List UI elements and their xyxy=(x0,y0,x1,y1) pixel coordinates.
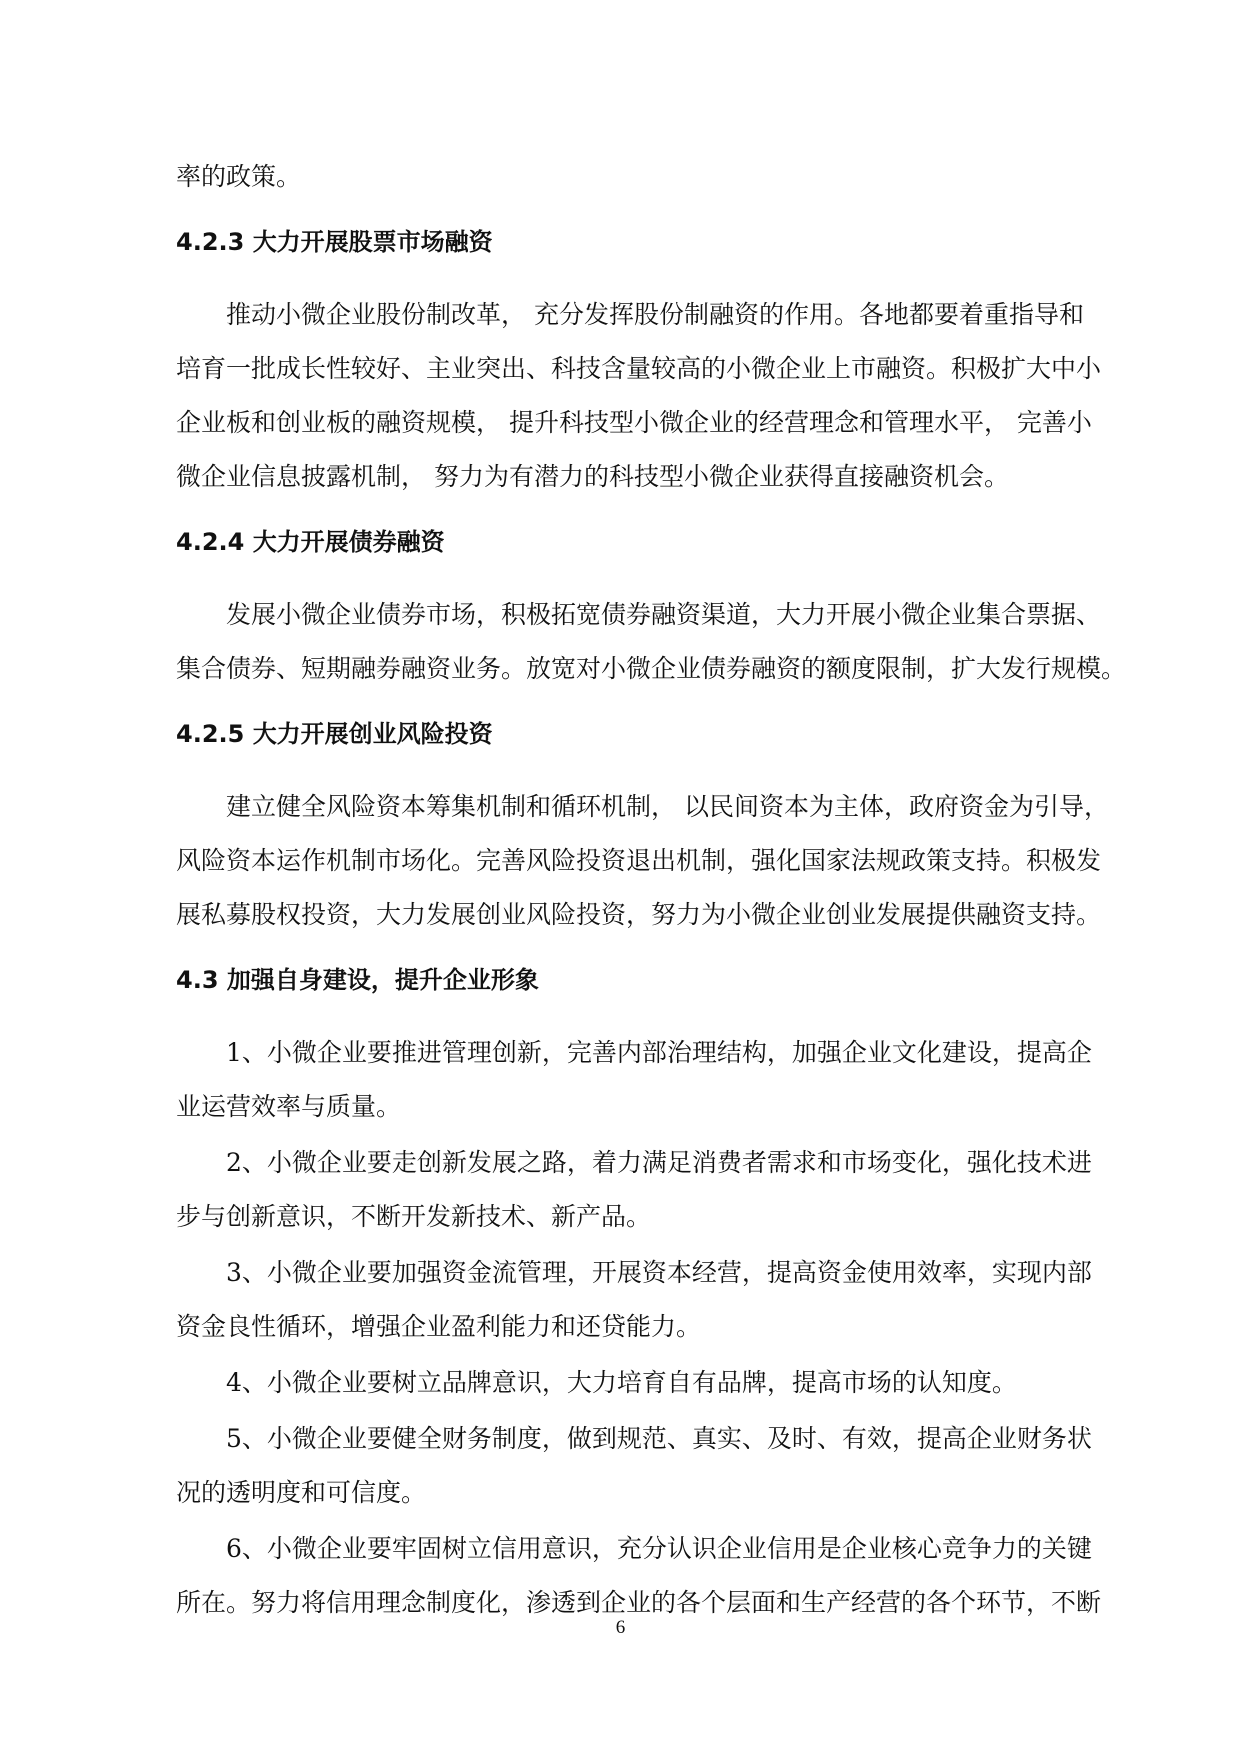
paragraph-line: 率的政策。 xyxy=(176,162,302,191)
paragraph-line: 推动小微企业股份制改革， 充分发挥股份制融资的作用。各地都要着重指导和 xyxy=(226,300,1084,329)
section-heading-4-2-3: 4.2.3 大力开展股票市场融资 xyxy=(176,228,493,256)
section-heading-4-2-4: 4.2.4 大力开展债券融资 xyxy=(176,528,445,556)
list-item-line: 1、小微企业要推进管理创新，完善内部治理结构，加强企业文化建设，提高企 xyxy=(226,1038,1092,1067)
list-item-line: 6、小微企业要牢固树立信用意识，充分认识企业信用是企业核心竞争力的关键 xyxy=(226,1534,1092,1563)
paragraph-line: 展私募股权投资，大力发展创业风险投资，努力为小微企业创业发展提供融资支持。 xyxy=(176,900,1102,929)
list-item-line: 业运营效率与质量。 xyxy=(176,1092,402,1121)
page-number: 6 xyxy=(615,1617,626,1638)
paragraph-line: 风险资本运作机制市场化。完善风险投资退出机制，强化国家法规政策支持。积极发 xyxy=(176,846,1102,875)
list-item-line: 4、小微企业要树立品牌意识，大力培育自有品牌，提高市场的认知度。 xyxy=(226,1368,1017,1397)
list-item-line: 2、小微企业要走创新发展之路，着力满足消费者需求和市场变化，强化技术进 xyxy=(226,1148,1092,1177)
list-item-line: 3、小微企业要加强资金流管理，开展资本经营，提高资金使用效率，实现内部 xyxy=(226,1258,1092,1287)
paragraph-line: 发展小微企业债券市场，积极拓宽债券融资渠道，大力开展小微企业集合票据、 xyxy=(226,600,1102,629)
paragraph-line: 微企业信息披露机制， 努力为有潜力的科技型小微企业获得直接融资机会。 xyxy=(176,462,1009,491)
list-item-line: 所在。努力将信用理念制度化，渗透到企业的各个层面和生产经营的各个环节，不断 xyxy=(176,1588,1102,1617)
list-item-line: 步与创新意识，不断开发新技术、新产品。 xyxy=(176,1202,652,1231)
section-heading-4-2-5: 4.2.5 大力开展创业风险投资 xyxy=(176,720,493,748)
document-body xyxy=(176,150,1127,1630)
paragraph-line: 集合债券、短期融券融资业务。放宽对小微企业债券融资的额度限制，扩大发行规模。 xyxy=(176,654,1127,683)
paragraph-line: 建立健全风险资本筹集机制和循环机制， 以民间资本为主体，政府资金为引导， xyxy=(226,792,1109,821)
section-heading-4-3: 4.3 加强自身建设，提升企业形象 xyxy=(176,966,539,994)
list-item-line: 5、小微企业要健全财务制度，做到规范、真实、及时、有效，提高企业财务状 xyxy=(226,1424,1092,1453)
paragraph-line: 企业板和创业板的融资规模， 提升科技型小微企业的经营理念和管理水平， 完善小 xyxy=(176,408,1092,437)
list-item-line: 资金良性循环，增强企业盈利能力和还贷能力。 xyxy=(176,1312,702,1341)
list-item-line: 况的透明度和可信度。 xyxy=(176,1478,427,1507)
paragraph-line: 培育一批成长性较好、主业突出、科技含量较高的小微企业上市融资。积极扩大中小 xyxy=(176,354,1102,383)
